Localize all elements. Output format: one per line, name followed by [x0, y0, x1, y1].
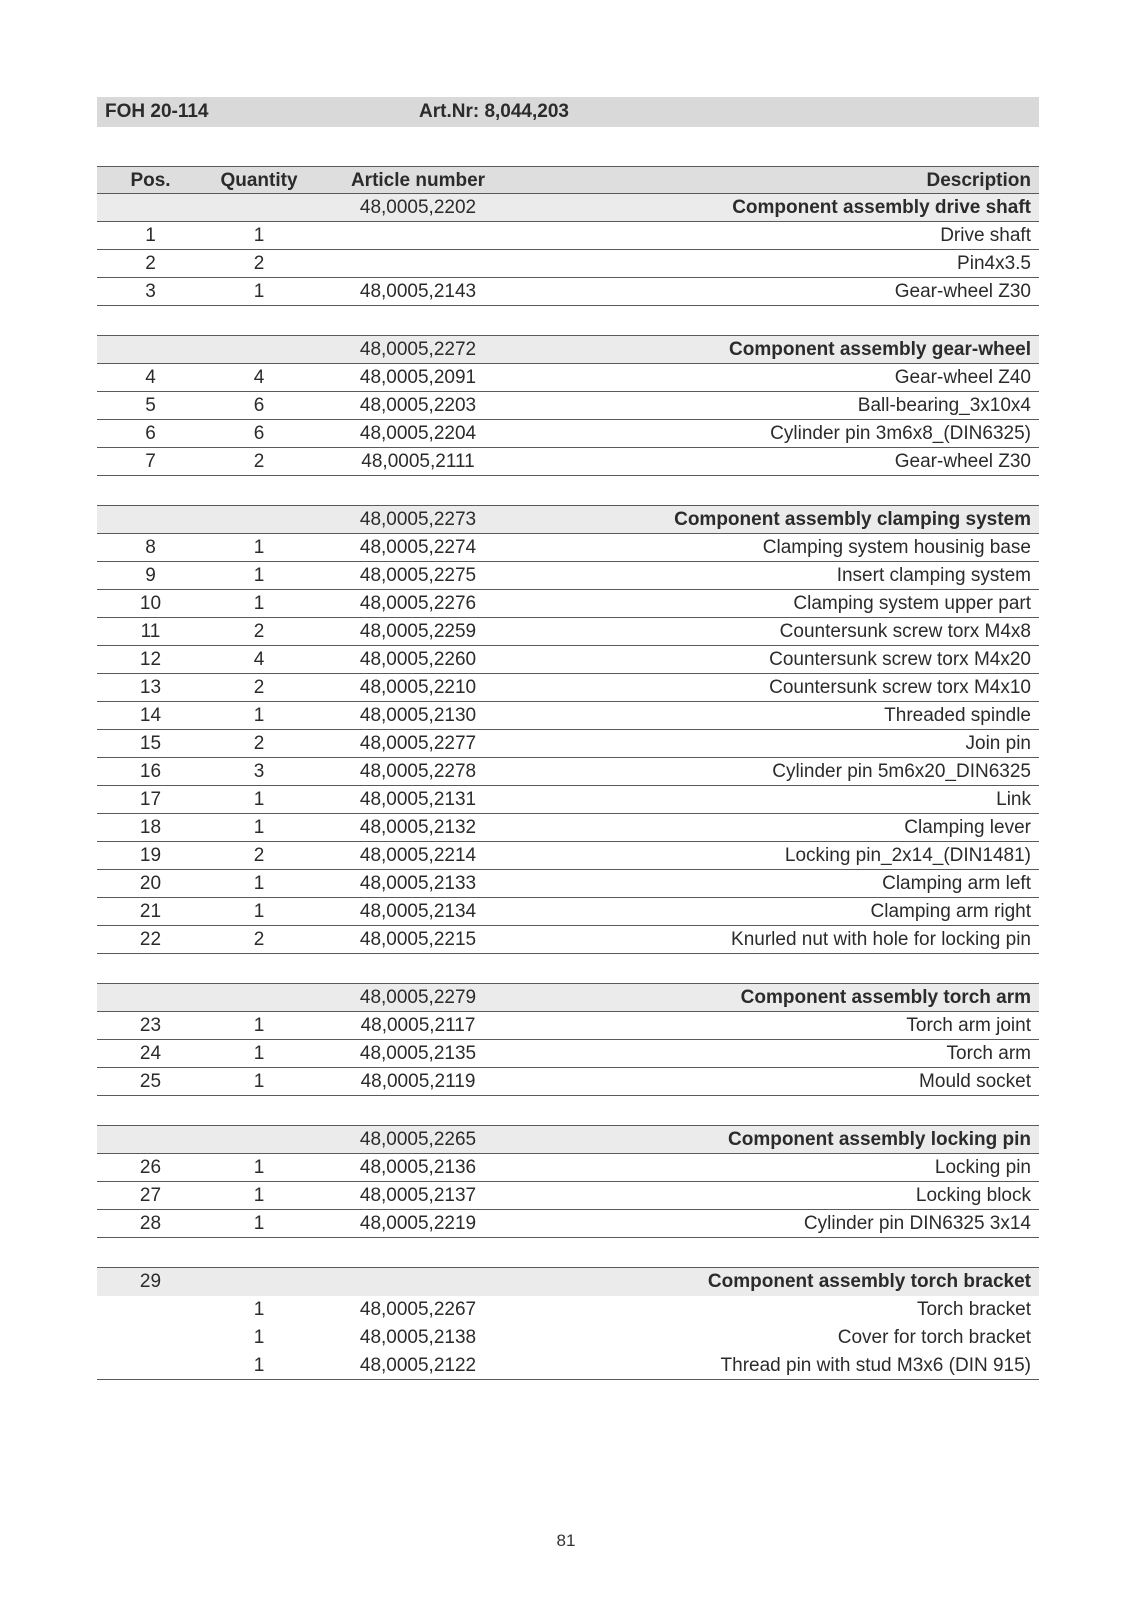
- item-quantity: 1: [253, 593, 265, 614]
- item-quantity: 6: [253, 423, 265, 444]
- table-column-header: [97, 166, 1039, 194]
- item-pos: 24: [139, 1043, 162, 1064]
- item-article-number: 48,0005,2134: [359, 901, 477, 922]
- document-header: [97, 97, 1039, 127]
- item-description: Torch arm: [946, 1043, 1031, 1064]
- item-article-number: 48,0005,2122: [359, 1355, 477, 1376]
- item-pos: 19: [139, 845, 162, 866]
- item-article-number: 48,0005,2276: [359, 593, 477, 614]
- table-row: [97, 786, 1039, 814]
- item-article-number: 48,0005,2203: [359, 395, 477, 416]
- group-article-number: 48,0005,2272: [359, 339, 477, 360]
- item-description: Cylinder pin 3m6x8_(DIN6325): [770, 423, 1031, 444]
- item-description: Clamping system upper part: [793, 593, 1031, 614]
- item-description: Locking pin: [934, 1157, 1031, 1178]
- group-quantity: [204, 194, 314, 221]
- group-pos: [97, 506, 204, 533]
- group-spacer: [97, 476, 1039, 506]
- item-description: Drive shaft: [940, 225, 1031, 246]
- item-pos: 9: [145, 565, 156, 586]
- item-quantity: 3: [253, 761, 265, 782]
- item-article-number: 48,0005,2091: [359, 367, 477, 388]
- item-pos: 18: [139, 817, 162, 838]
- item-quantity: 1: [253, 1327, 265, 1348]
- group-title: Component assembly drive shaft: [732, 197, 1031, 218]
- item-article-number: 48,0005,2138: [359, 1327, 477, 1348]
- item-article-number: 48,0005,2132: [359, 817, 477, 838]
- item-description: Torch arm joint: [906, 1015, 1031, 1036]
- table-row: [97, 674, 1039, 702]
- item-article-number: 48,0005,2215: [359, 929, 477, 950]
- group-header-row: [97, 984, 1039, 1012]
- group-pos: 29: [139, 1271, 162, 1292]
- item-quantity: 2: [253, 253, 265, 274]
- item-description: Locking block: [915, 1185, 1031, 1206]
- table-row: [97, 278, 1039, 306]
- item-article-number: 48,0005,2130: [359, 705, 477, 726]
- group-header-row: [97, 1126, 1039, 1154]
- item-quantity: 4: [253, 367, 265, 388]
- item-pos: 6: [145, 423, 156, 444]
- group-quantity: [204, 1268, 314, 1296]
- group-header-row: [97, 506, 1039, 534]
- item-pos: 20: [139, 873, 162, 894]
- item-article-number: 48,0005,2119: [360, 1071, 476, 1092]
- item-description: Cylinder pin DIN6325 3x14: [803, 1213, 1031, 1234]
- group-title: Component assembly torch arm: [740, 987, 1031, 1008]
- item-description: Clamping system housinig base: [762, 537, 1031, 558]
- table-row: [97, 1324, 1039, 1352]
- group-title: Component assembly gear-wheel: [729, 339, 1031, 360]
- table-row: [97, 364, 1039, 392]
- item-quantity: 4: [253, 649, 265, 670]
- item-description: Countersunk screw torx M4x20: [769, 649, 1031, 670]
- table-row: [97, 1296, 1039, 1324]
- item-article-number: 48,0005,2274: [359, 537, 477, 558]
- item-pos: [97, 1296, 204, 1324]
- item-description: Mould socket: [919, 1071, 1031, 1092]
- item-article-number: 48,0005,2219: [359, 1213, 477, 1234]
- item-description: Threaded spindle: [884, 705, 1031, 726]
- item-pos: 17: [139, 789, 162, 810]
- item-pos: [97, 1352, 204, 1379]
- item-pos: 23: [139, 1015, 162, 1036]
- item-pos: 27: [139, 1185, 162, 1206]
- item-quantity: 1: [253, 1213, 265, 1234]
- item-description: Torch bracket: [916, 1299, 1031, 1320]
- table-row: [97, 420, 1039, 448]
- item-article-number: 48,0005,2117: [360, 1015, 476, 1036]
- table-row: [97, 730, 1039, 758]
- table-row: [97, 448, 1039, 476]
- group-pos: [97, 1126, 204, 1153]
- table-row: [97, 702, 1039, 730]
- item-pos: 26: [139, 1157, 162, 1178]
- item-pos: 22: [139, 929, 162, 950]
- item-article-number: 48,0005,2133: [359, 873, 477, 894]
- item-article-number: 48,0005,2136: [359, 1157, 477, 1178]
- item-article-number: 48,0005,2137: [359, 1185, 477, 1206]
- item-article-number: [314, 222, 522, 249]
- item-description: Cover for torch bracket: [837, 1327, 1031, 1348]
- item-pos: 2: [145, 253, 156, 274]
- item-article-number: 48,0005,2214: [359, 845, 477, 866]
- table-row: [97, 1182, 1039, 1210]
- item-pos: [97, 1324, 204, 1352]
- item-quantity: 1: [253, 873, 265, 894]
- item-quantity: 1: [253, 789, 265, 810]
- table-row: [97, 926, 1039, 954]
- group-article-number: 48,0005,2265: [359, 1129, 477, 1150]
- table-row: [97, 1352, 1039, 1380]
- table-row: [97, 842, 1039, 870]
- item-description: Countersunk screw torx M4x8: [779, 621, 1031, 642]
- table-row: [97, 590, 1039, 618]
- column-header-quantity: Quantity: [220, 170, 298, 191]
- item-description: Cylinder pin 5m6x20_DIN6325: [772, 761, 1031, 782]
- group-spacer: [97, 1096, 1039, 1126]
- item-quantity: 2: [253, 451, 265, 472]
- item-quantity: 1: [253, 281, 265, 302]
- item-article-number: 48,0005,2210: [359, 677, 477, 698]
- table-row: [97, 1040, 1039, 1068]
- group-spacer: [97, 954, 1039, 984]
- item-quantity: 1: [253, 1015, 265, 1036]
- group-title: Component assembly clamping system: [674, 509, 1031, 530]
- group-quantity: [204, 506, 314, 533]
- item-description: Insert clamping system: [836, 565, 1031, 586]
- item-quantity: 1: [253, 705, 265, 726]
- item-description: Pin4x3.5: [957, 253, 1031, 274]
- table-row: [97, 392, 1039, 420]
- item-quantity: 1: [253, 1071, 265, 1092]
- item-quantity: 1: [253, 1185, 265, 1206]
- item-quantity: 1: [253, 817, 265, 838]
- item-pos: 13: [139, 677, 162, 698]
- item-article-number: 48,0005,2278: [359, 761, 477, 782]
- table-row: [97, 1068, 1039, 1096]
- item-quantity: 1: [253, 1157, 265, 1178]
- group-spacer: [97, 306, 1039, 336]
- table-row: [97, 222, 1039, 250]
- item-article-number: 48,0005,2260: [359, 649, 477, 670]
- item-quantity: 2: [253, 621, 265, 642]
- item-pos: 4: [145, 367, 156, 388]
- item-pos: 21: [139, 901, 162, 922]
- item-quantity: 6: [253, 395, 265, 416]
- column-header-description: Description: [926, 170, 1031, 191]
- item-article-number: 48,0005,2111: [361, 451, 475, 472]
- item-quantity: 1: [253, 225, 265, 246]
- item-pos: 16: [139, 761, 162, 782]
- table-row: [97, 1012, 1039, 1040]
- item-quantity: 2: [253, 929, 265, 950]
- item-quantity: 1: [253, 1043, 265, 1064]
- item-article-number: 48,0005,2204: [359, 423, 477, 444]
- item-description: Gear-wheel Z30: [894, 451, 1031, 472]
- table-row: [97, 646, 1039, 674]
- item-description: Link: [996, 789, 1031, 810]
- item-quantity: 2: [253, 733, 265, 754]
- group-header-row: [97, 1268, 1039, 1296]
- item-pos: 25: [139, 1071, 162, 1092]
- item-pos: 1: [145, 225, 156, 246]
- group-article-number: 48,0005,2202: [359, 197, 477, 218]
- item-description: Ball-bearing_3x10x4: [857, 395, 1031, 416]
- table-row: [97, 814, 1039, 842]
- item-pos: 3: [145, 281, 156, 302]
- table-row: [97, 562, 1039, 590]
- item-quantity: 1: [253, 1355, 265, 1376]
- item-description: Clamping lever: [904, 817, 1031, 838]
- item-description: Locking pin_2x14_(DIN1481): [784, 845, 1031, 866]
- item-pos: 11: [140, 621, 161, 642]
- item-description: Knurled nut with hole for locking pin: [731, 929, 1031, 950]
- item-article-number: 48,0005,2131: [359, 789, 477, 810]
- group-quantity: [204, 984, 314, 1011]
- item-quantity: 2: [253, 677, 265, 698]
- group-pos: [97, 194, 204, 221]
- group-quantity: [204, 336, 314, 363]
- item-pos: 15: [139, 733, 162, 754]
- table-row: [97, 250, 1039, 278]
- group-spacer: [97, 1238, 1039, 1268]
- item-pos: 12: [139, 649, 162, 670]
- group-header-row: [97, 194, 1039, 222]
- item-article-number: 48,0005,2143: [359, 281, 477, 302]
- model-name: FOH 20-114: [105, 101, 209, 122]
- item-pos: 14: [139, 705, 162, 726]
- item-article-number: 48,0005,2275: [359, 565, 477, 586]
- item-quantity: 1: [253, 565, 265, 586]
- item-quantity: 1: [253, 537, 265, 558]
- group-quantity: [204, 1126, 314, 1153]
- item-description: Countersunk screw torx M4x10: [769, 677, 1031, 698]
- item-article-number: 48,0005,2135: [359, 1043, 477, 1064]
- item-article-number: [314, 250, 522, 277]
- item-description: Clamping arm left: [882, 873, 1031, 894]
- group-article-number: [314, 1268, 522, 1296]
- item-quantity: 1: [253, 1299, 265, 1320]
- item-quantity: 1: [253, 901, 265, 922]
- page-number: 81: [556, 1531, 576, 1550]
- group-article-number: 48,0005,2279: [359, 987, 477, 1008]
- table-row: [97, 1210, 1039, 1238]
- item-pos: 8: [145, 537, 156, 558]
- group-title: Component assembly torch bracket: [707, 1271, 1031, 1292]
- table-row: [97, 618, 1039, 646]
- group-header-row: [97, 336, 1039, 364]
- table-row: [97, 534, 1039, 562]
- parts-table: [97, 166, 1039, 1380]
- table-row: [97, 870, 1039, 898]
- table-row: [97, 898, 1039, 926]
- item-pos: 10: [139, 593, 162, 614]
- item-article-number: 48,0005,2267: [359, 1299, 477, 1320]
- item-description: Thread pin with stud M3x6 (DIN 915): [720, 1355, 1031, 1376]
- item-pos: 28: [139, 1213, 162, 1234]
- column-header-pos: Pos.: [130, 170, 171, 191]
- column-header-article: Article number: [350, 170, 486, 191]
- group-article-number: 48,0005,2273: [359, 509, 477, 530]
- group-title: Component assembly locking pin: [728, 1129, 1031, 1150]
- item-pos: 5: [145, 395, 156, 416]
- group-pos: [97, 336, 204, 363]
- item-description: Gear-wheel Z40: [894, 367, 1031, 388]
- article-number-header: Art.Nr: 8,044,203: [419, 101, 569, 122]
- item-article-number: 48,0005,2277: [359, 733, 477, 754]
- table-row: [97, 758, 1039, 786]
- group-pos: [97, 984, 204, 1011]
- item-description: Clamping arm right: [870, 901, 1031, 922]
- item-description: Join pin: [965, 733, 1031, 754]
- table-row: [97, 1154, 1039, 1182]
- item-quantity: 2: [253, 845, 265, 866]
- item-article-number: 48,0005,2259: [359, 621, 477, 642]
- item-description: Gear-wheel Z30: [894, 281, 1031, 302]
- item-pos: 7: [145, 451, 156, 472]
